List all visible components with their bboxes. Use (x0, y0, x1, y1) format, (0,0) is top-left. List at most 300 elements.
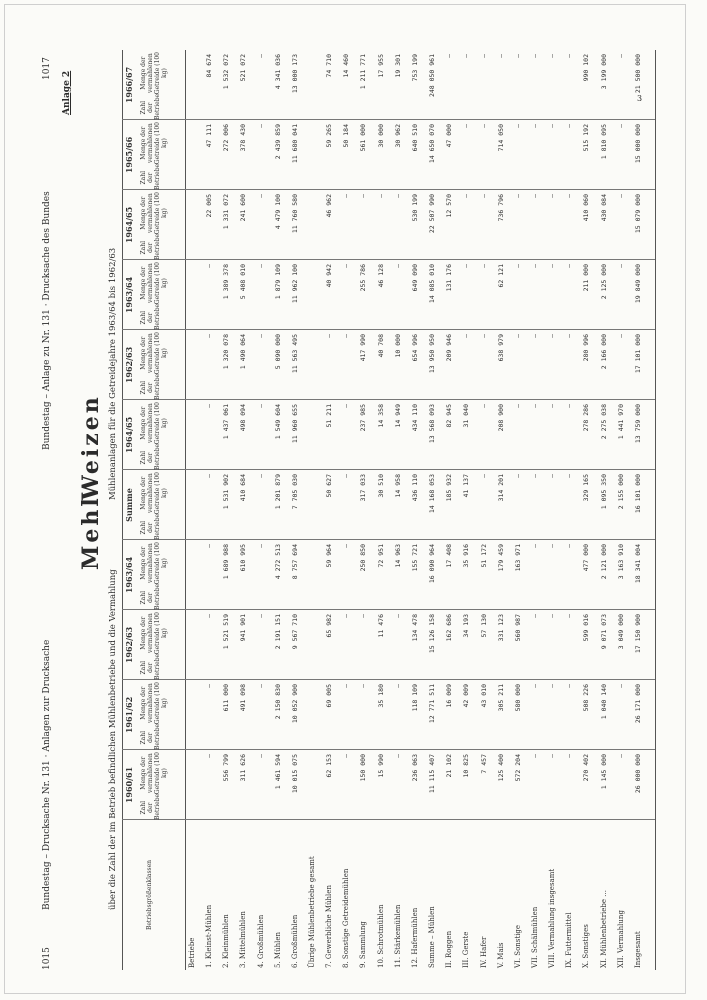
table-cell: — (548, 334, 557, 338)
row-label: XI. Mühlenbetriebe ... (599, 890, 608, 968)
column-divider (122, 539, 655, 540)
table-cell: 430 084 (599, 194, 608, 222)
table-cell: — (548, 404, 557, 408)
table-cell: — (616, 194, 625, 198)
table-cell: 1 879 109 (273, 264, 282, 300)
table-cell: 12 570 (445, 194, 454, 218)
table-cell: 1 521 519 (222, 614, 231, 650)
table-cell: — (565, 614, 574, 618)
table-cell: 17 408 (445, 544, 454, 568)
table-cell: 10 052 900 (290, 684, 299, 724)
table-cell: — (256, 404, 265, 408)
table-cell: 11 563 495 (290, 334, 299, 374)
row-label: 11. Stärkemühlen (393, 904, 402, 968)
table-cell: — (565, 754, 574, 758)
table-cell: 990 102 (582, 54, 591, 82)
table-cell: 14 650 070 (428, 124, 437, 164)
table-cell: — (479, 334, 488, 338)
table-cell: 2 191 151 (273, 614, 282, 650)
table-cell: 47 000 (445, 124, 454, 148)
year-header: 1960/61 (124, 766, 134, 804)
table-cell: — (342, 614, 351, 618)
column-divider (122, 399, 655, 400)
table-cell: 436 110 (410, 474, 419, 502)
table-cell: 47 111 (205, 124, 214, 148)
table-cell: — (359, 614, 368, 618)
table-cell: 640 510 (410, 124, 419, 152)
table-cell: — (479, 194, 488, 198)
table-cell: 46 962 (325, 194, 334, 218)
table-cell: — (548, 194, 557, 198)
table-cell: — (565, 404, 574, 408)
table-cell: 19 301 (393, 54, 402, 78)
table-cell: 118 109 (410, 684, 419, 712)
row-label: II. Roggen (445, 930, 454, 968)
table-cell: 163 971 (513, 544, 522, 572)
row-label: 7. Gewerbliche Mühlen (325, 885, 334, 968)
subheader-quantity: Menge der vermahlenen Getreide (100 kg) (140, 752, 168, 795)
table-cell: — (565, 124, 574, 128)
subheader-quantity: Menge der vermahlenen Getreide (100 kg) (140, 122, 168, 165)
table-cell: — (205, 404, 214, 408)
table-cell: — (513, 474, 522, 478)
table-cell: 530 199 (410, 194, 419, 222)
row-label: 1. Kleinst-Mühlen (205, 904, 214, 968)
table-cell: — (548, 474, 557, 478)
table-cell: — (496, 54, 505, 58)
table-cell: — (479, 264, 488, 268)
stub-header: Betriebsgrößenklassen (146, 859, 153, 931)
table-cell: 13 950 950 (428, 334, 437, 374)
table-cell: — (616, 754, 625, 758)
title-left: Mehl (78, 495, 104, 570)
table-cell: 331 123 (496, 614, 505, 642)
year-header: 1964/65 (124, 206, 134, 244)
column-divider (122, 259, 655, 260)
row-label: VI. Sonstige (513, 924, 522, 968)
row-label: Insgesamt (633, 931, 642, 968)
table-cell: — (342, 264, 351, 268)
table-cell: 250 850 (359, 544, 368, 572)
table-cell: 16 009 (445, 684, 454, 708)
table-cell: 26 000 000 (633, 754, 642, 794)
table-cell: 35 180 (376, 684, 385, 708)
table-cell: 21 500 000 (633, 54, 642, 94)
table-cell: — (256, 614, 265, 618)
table-cell: 74 710 (325, 54, 334, 78)
table-cell: 4 272 513 (273, 544, 282, 580)
table-cell: 15 990 (376, 754, 385, 778)
row-label: 2. Kleinmühlen (222, 914, 231, 968)
column-divider (122, 119, 655, 120)
table-cell: — (393, 194, 402, 198)
year-header: 1961/62 (124, 696, 134, 734)
table-cell: — (565, 264, 574, 268)
table-cell: — (359, 684, 368, 688)
table-cell: 599 016 (582, 614, 591, 642)
table-cell: 1 441 970 (616, 404, 625, 440)
table-cell: — (256, 194, 265, 198)
table-cell: 1 040 140 (599, 684, 608, 720)
table-cell: 2 121 000 (599, 544, 608, 580)
table-cell: 3 049 000 (616, 614, 625, 650)
table-cell: 8 757 694 (290, 544, 299, 580)
table-cell: — (256, 264, 265, 268)
table-cell: 1 389 378 (222, 264, 231, 300)
table-cell: — (342, 404, 351, 408)
table-cell: 208 900 (496, 404, 505, 432)
table-cell: — (548, 754, 557, 758)
table-cell: — (513, 124, 522, 128)
table-cell: 16 101 000 (633, 474, 642, 514)
table-cell: 10 015 075 (290, 754, 299, 794)
table-top-rule (122, 50, 123, 970)
table-cell: — (205, 684, 214, 688)
table-cell: — (530, 124, 539, 128)
table-cell: 654 996 (410, 334, 419, 362)
table-cell: 125 400 (496, 754, 505, 782)
margin-mark: 3 (637, 94, 643, 103)
table-cell: 51 211 (325, 404, 334, 428)
table-cell: 13 568 093 (428, 404, 437, 444)
table-cell: 11 476 (376, 614, 385, 638)
subheader-quantity: Menge der vermahlenen Getreide (100 kg) (140, 612, 168, 655)
table-cell: 237 985 (359, 404, 368, 432)
table-cell: 9 071 073 (599, 614, 608, 650)
left-running-header: Bundestag – Drucksache Nr. 131 · Anlagen zur Drucksache (42, 639, 52, 910)
table-cell: — (342, 474, 351, 478)
table-cell: 179 459 (496, 544, 505, 572)
table-cell: 16 090 964 (428, 544, 437, 584)
table-cell: 150 000 (359, 754, 368, 782)
subheader-count: Zahl der Betriebe (140, 793, 161, 820)
table-cell: — (462, 54, 471, 58)
table-cell: — (530, 194, 539, 198)
table-cell: 59 964 (325, 544, 334, 568)
table-cell: — (256, 334, 265, 338)
column-divider (122, 189, 655, 190)
table-cell: 610 995 (239, 544, 248, 572)
table-cell: 11 760 580 (290, 194, 299, 234)
table-cell: 434 110 (410, 404, 419, 432)
table-cell: 50 184 (342, 124, 351, 148)
table-cell: 11 680 041 (290, 124, 299, 164)
table-cell: 1 211 771 (359, 54, 368, 90)
table-cell: 1 531 902 (222, 474, 231, 510)
table-cell: 1 461 594 (273, 754, 282, 790)
table-cell: 5 090 000 (273, 334, 282, 370)
table-cell: — (616, 684, 625, 688)
table-cell: 314 201 (496, 474, 505, 502)
table-cell: — (393, 264, 402, 268)
table-cell: 155 721 (410, 544, 419, 572)
row-label: XII. Vermahlung (616, 910, 625, 968)
table-cell: 57 130 (479, 614, 488, 638)
table-cell: 1 689 988 (222, 544, 231, 580)
table-cell: — (479, 54, 488, 58)
row-label: 4. Großmühlen (256, 914, 265, 968)
row-label: Betriebe (188, 937, 196, 968)
table-cell: 580 000 (513, 684, 522, 712)
row-label: 9. Sammlung (359, 921, 368, 968)
table-cell: 305 211 (496, 684, 505, 712)
subheader-quantity: Menge der vermahlenen Getreide (100 kg) (140, 402, 168, 445)
table-cell: — (513, 194, 522, 198)
table-cell: 12 771 511 (428, 684, 437, 724)
table-cell: 18 341 004 (633, 544, 642, 584)
table-cell: 2 166 000 (599, 334, 608, 370)
table-cell: 317 033 (359, 474, 368, 502)
table-cell: 209 946 (445, 334, 454, 362)
table-cell: 638 979 (496, 334, 505, 362)
table-cell: — (616, 54, 625, 58)
column-divider (122, 819, 655, 820)
table-cell: 1 331 072 (222, 194, 231, 230)
table-cell: 15 126 158 (428, 614, 437, 654)
table-cell: 272 006 (222, 124, 231, 152)
table-cell: 515 192 (582, 124, 591, 152)
table-cell: — (513, 334, 522, 338)
subheader-quantity: Menge der vermahlenen Getreide (100 kg) (140, 472, 168, 515)
table-cell: — (256, 124, 265, 128)
table-cell: — (205, 754, 214, 758)
table-cell: 21 102 (445, 754, 454, 778)
table-cell: — (548, 124, 557, 128)
table-cell: — (548, 684, 557, 688)
table-cell: 62 153 (325, 754, 334, 778)
table-header-rule (185, 50, 186, 970)
row-label: VIII. Vermahlung insgesamt (548, 868, 557, 968)
table-cell: 211 000 (582, 264, 591, 292)
table-cell: 13 759 000 (633, 404, 642, 444)
table-cell: 14 949 (393, 404, 402, 428)
table-cell: 5 408 010 (239, 264, 248, 300)
table-cell: 14 460 (342, 54, 351, 78)
table-cell: 15 079 000 (633, 194, 642, 234)
table-cell: 1 532 072 (222, 54, 231, 90)
subheader-count: Zahl der Betriebe (140, 303, 161, 330)
row-label: 5. Mühlen (273, 932, 282, 968)
table-cell: — (565, 54, 574, 58)
table-cell: 185 932 (445, 474, 454, 502)
table-cell: 42 009 (462, 684, 471, 708)
table-cell: — (342, 754, 351, 758)
table-cell: 11 960 655 (290, 404, 299, 444)
table-cell: — (548, 54, 557, 58)
year-header: 1964/65 (124, 416, 134, 454)
table-cell: — (393, 754, 402, 758)
table-cell: 2 125 000 (599, 264, 608, 300)
row-label: X. Sonstiges (582, 924, 591, 968)
table-cell: 19 849 000 (633, 264, 642, 304)
table-cell: 30 962 (393, 124, 402, 148)
table-cell: 131 176 (445, 264, 454, 292)
table-cell: 46 128 (376, 264, 385, 288)
table-cell: — (530, 474, 539, 478)
table-cell: — (565, 544, 574, 548)
table-cell: 1 145 000 (599, 754, 608, 790)
subtitle-right: Mühlenanlagen für die Getreidejahre 1963/64 bis 1962/63 (108, 247, 118, 500)
rotated-table-content (40, 50, 670, 970)
table-cell: — (479, 124, 488, 128)
row-label: 10. Schrotmühlen (376, 904, 385, 968)
right-page-number: 1017 (42, 57, 52, 80)
column-divider (122, 609, 655, 610)
table-cell: 84 674 (205, 54, 214, 78)
table-cell: 311 626 (239, 754, 248, 782)
table-cell: — (342, 544, 351, 548)
row-label: III. Gerste (462, 931, 471, 968)
table-cell: 10 825 (462, 754, 471, 778)
table-cell: 14 958 (393, 474, 402, 498)
table-cell: 9 567 710 (290, 614, 299, 650)
table-cell: 35 916 (462, 544, 471, 568)
table-cell: 51 172 (479, 544, 488, 568)
table-bottom-rule (655, 50, 656, 970)
table-cell: 7 457 (479, 754, 488, 774)
table-cell: 43 010 (479, 684, 488, 708)
table-cell: 1 549 604 (273, 404, 282, 440)
table-cell: — (479, 474, 488, 478)
table-cell: 15 000 000 (633, 124, 642, 164)
table-cell: — (462, 124, 471, 128)
table-cell: 477 000 (582, 544, 591, 572)
table-cell: 17 101 000 (633, 334, 642, 374)
table-cell: 2 275 038 (599, 404, 608, 440)
table-cell: 2 439 859 (273, 124, 282, 160)
table-cell: 498 094 (239, 404, 248, 432)
table-cell: 561 000 (359, 124, 368, 152)
subheader-quantity: Menge der vermahlenen Getreide (100 kg) (140, 262, 168, 305)
table-cell: — (393, 614, 402, 618)
table-cell: — (565, 684, 574, 688)
table-cell: — (530, 544, 539, 548)
table-cell: 410 060 (582, 194, 591, 222)
table-cell: 30 000 (376, 124, 385, 148)
table-cell: 22 005 (205, 194, 214, 218)
table-cell: 17 955 (376, 54, 385, 78)
table-cell: 10 000 (393, 334, 402, 358)
table-cell: — (548, 614, 557, 618)
row-label: Summe – Mühlen (428, 906, 437, 968)
table-cell: — (256, 684, 265, 688)
table-cell: 31 040 (462, 404, 471, 428)
table-cell: 1 490 064 (239, 334, 248, 370)
table-cell: — (205, 614, 214, 618)
table-cell: 248 050 961 (428, 54, 437, 98)
table-cell: 3 163 910 (616, 544, 625, 580)
table-cell: 241 600 (239, 194, 248, 222)
row-label: 12. Hafermühlen (410, 907, 419, 968)
table-cell: 7 705 030 (290, 474, 299, 510)
subheader-count: Zahl der Betriebe (140, 93, 161, 120)
table-cell: 255 786 (359, 264, 368, 292)
table-cell: 14 085 010 (428, 264, 437, 304)
row-label: 3. Mittelmühlen (239, 911, 248, 968)
table-cell: 941 901 (239, 614, 248, 642)
table-cell: 4 479 100 (273, 194, 282, 230)
table-cell: 649 090 (410, 264, 419, 292)
table-cell: — (256, 474, 265, 478)
table-cell: — (530, 754, 539, 758)
table-cell: — (530, 334, 539, 338)
row-label: 8. Sonstige Getreidemühlen (342, 868, 351, 968)
table-cell: — (205, 334, 214, 338)
table-cell: — (393, 684, 402, 688)
table-cell: — (513, 264, 522, 268)
table-cell: — (342, 334, 351, 338)
year-header: Summe (124, 488, 134, 522)
table-cell: 1 095 350 (599, 474, 608, 510)
row-label: VII. Schälmühlen (530, 906, 539, 968)
table-cell: 65 982 (325, 614, 334, 638)
right-running-header: Bundestag – Anlage zu Nr. 131 · Drucksache des Bundes (42, 191, 52, 450)
subheader-count: Zahl der Betriebe (140, 373, 161, 400)
table-cell: — (530, 614, 539, 618)
subheader-count: Zahl der Betriebe (140, 233, 161, 260)
table-cell: 572 204 (513, 754, 522, 782)
column-divider (122, 329, 655, 330)
subheader-count: Zahl der Betriebe (140, 723, 161, 750)
table-cell: 11 962 100 (290, 264, 299, 304)
table-cell: — (342, 684, 351, 688)
table-cell: 11 115 407 (428, 754, 437, 794)
table-cell: — (530, 404, 539, 408)
table-cell: — (462, 264, 471, 268)
subheader-count: Zahl der Betriebe (140, 443, 161, 470)
subheader-count: Zahl der Betriebe (140, 513, 161, 540)
table-cell: 4 341 036 (273, 54, 282, 90)
table-cell: 280 996 (582, 334, 591, 362)
table-cell: 714 050 (496, 124, 505, 152)
table-cell: — (616, 124, 625, 128)
column-divider (122, 749, 655, 750)
table-cell: 162 686 (445, 614, 454, 642)
table-cell: 270 402 (582, 754, 591, 782)
table-cell: 30 510 (376, 474, 385, 498)
subheader-count: Zahl der Betriebe (140, 653, 161, 680)
table-cell: — (462, 334, 471, 338)
table-cell: — (376, 194, 385, 198)
row-label: IX. Futtermittel (565, 912, 574, 968)
subtitle-left: über die Zahl der im Betrieb befindlichen Mühlenbetriebe und die Vermahlung (108, 569, 118, 910)
table-cell: 417 990 (359, 334, 368, 362)
dfg-credit (693, 10, 705, 990)
subheader-count: Zahl der Betriebe (140, 163, 161, 190)
subheader-count: Zahl der Betriebe (140, 583, 161, 610)
table-cell: — (513, 54, 522, 58)
table-cell: — (616, 264, 625, 268)
appendix-label: Anlage 2 (62, 70, 72, 115)
table-cell: — (205, 264, 214, 268)
table-cell: 491 098 (239, 684, 248, 712)
table-cell: — (256, 754, 265, 758)
table-cell: — (342, 194, 351, 198)
subheader-quantity: Menge der vermahlenen Getreide (100 kg) (140, 52, 168, 95)
subheader-quantity: Menge der vermahlenen Getreide (100 kg) (140, 682, 168, 725)
table-cell: 1 810 095 (599, 124, 608, 160)
table-cell: 34 193 (462, 614, 471, 638)
row-label: Übrige Mühlenbetriebe gesamt (308, 856, 317, 968)
table-cell: — (256, 54, 265, 58)
table-cell: — (565, 194, 574, 198)
table-cell: — (530, 264, 539, 268)
table-cell: 1 437 061 (222, 404, 231, 440)
table-cell: 560 987 (513, 614, 522, 642)
year-header: 1962/63 (124, 346, 134, 384)
table-cell: 72 951 (376, 544, 385, 568)
table-cell: — (513, 404, 522, 408)
